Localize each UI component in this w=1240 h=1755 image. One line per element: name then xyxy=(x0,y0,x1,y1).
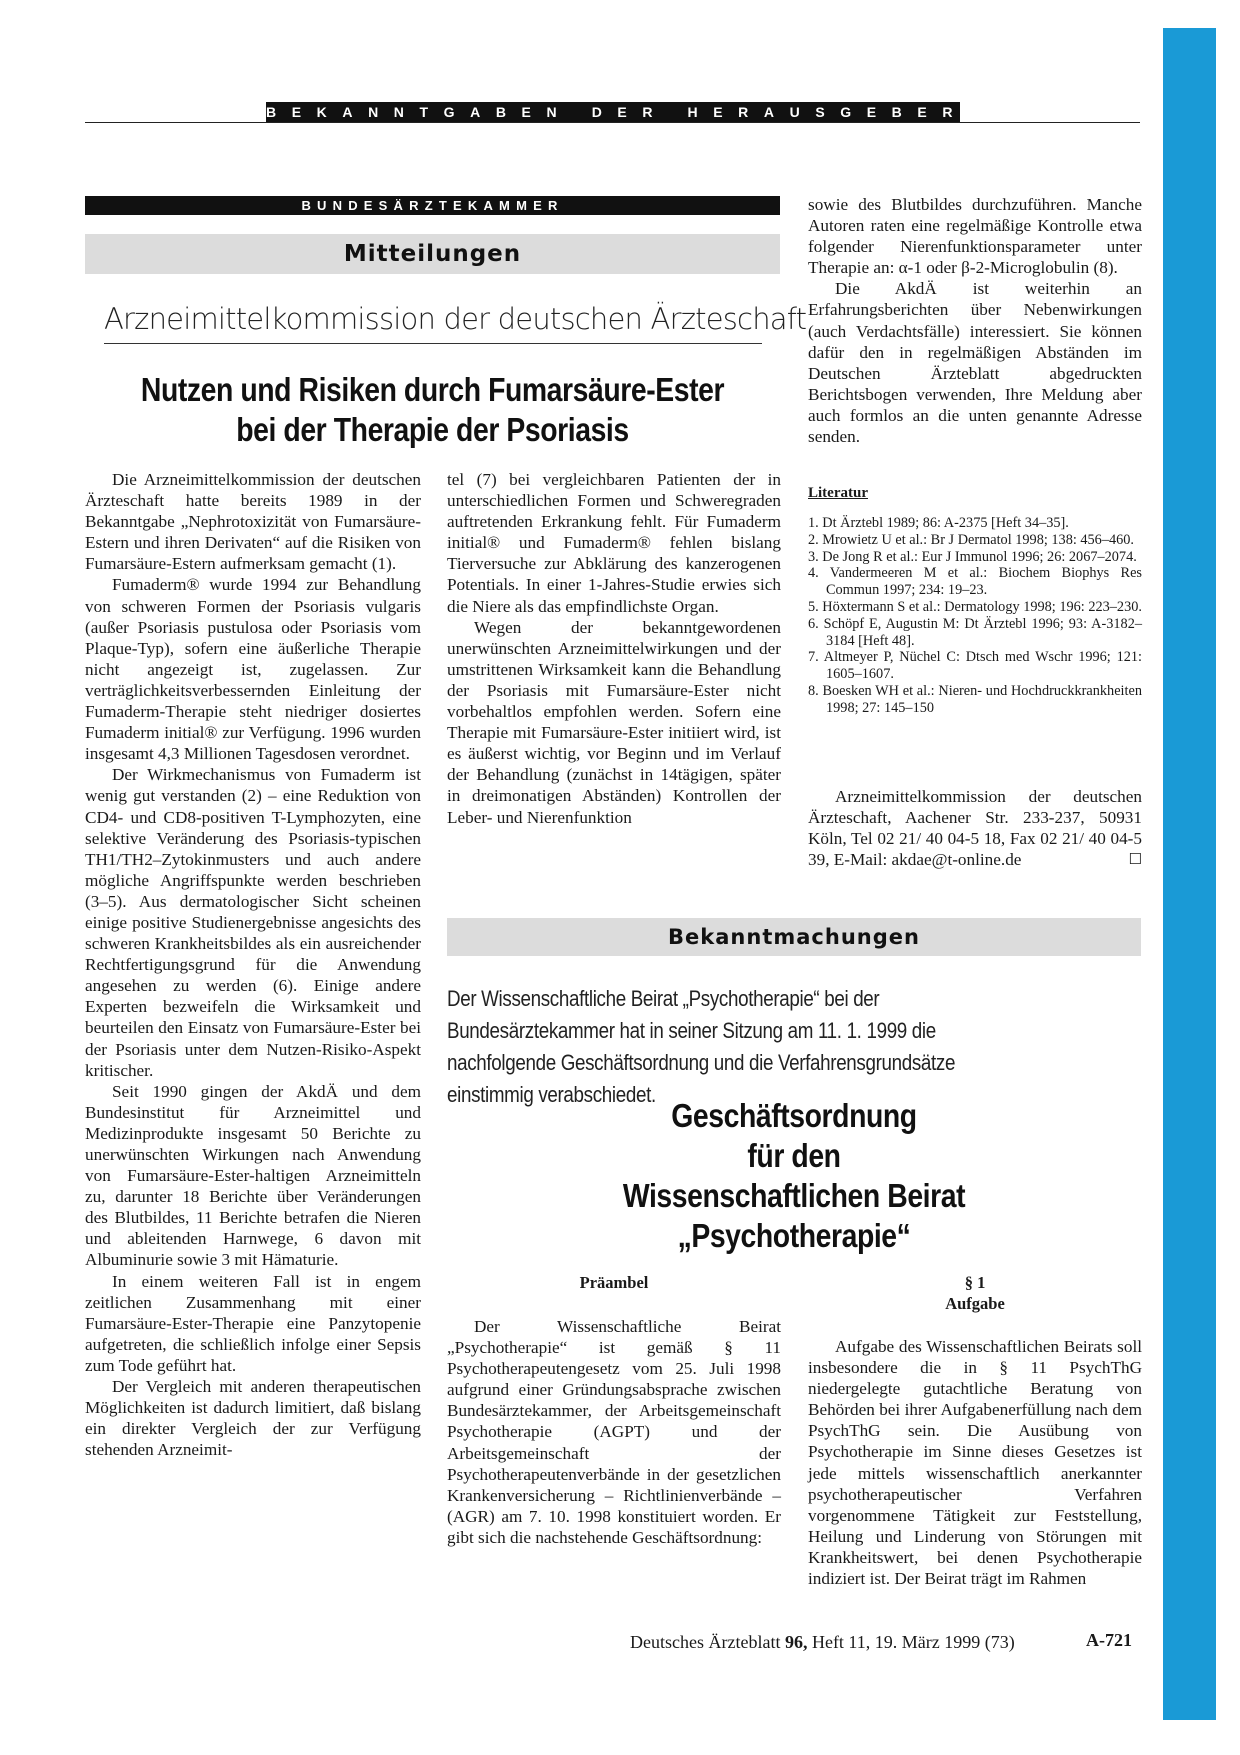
reference-list xyxy=(808,515,1142,717)
akda-heading: Arzneimittelkommission der deutschen Ärzteschaft xyxy=(104,302,807,336)
akda-rule xyxy=(104,343,762,344)
header-rule xyxy=(85,122,1140,123)
section-1-column xyxy=(808,1336,1142,1589)
article-title xyxy=(134,370,732,450)
paragraph: Aufgabe des Wissenschaftlichen Beirats soll insbesondere die in § 11 PsychThG niedergelegte gutachtliche Beratung von Behörden bei ihrer Aufgabenerfüllung nach dem PsychThG sein. Die Ausübung von Psychotherapie im Sinne dieses Gesetzes ist jede mittels wissenschaftlich anerkannter psychotherapeutischer Verfahren vorgenommene Tätigkeit zur Feststellung, Heilung und Linderung von Störungen mit Krankheitswert, bei denen Psychotherapie indiziert ist. Der Beirat trägt im Rahmen xyxy=(808,1337,1142,1589)
header-label: BEKANNTGABEN DER HERAUSGEBER xyxy=(266,104,969,120)
rules-title-line-3: Wissenschaftlichen Beirat xyxy=(622,1177,966,1214)
section-1-heading xyxy=(808,1272,1142,1314)
side-accent-bar xyxy=(1163,28,1216,1720)
preamble-heading: Präambel xyxy=(579,1273,649,1292)
preamble-column xyxy=(447,1316,781,1548)
article-column-2 xyxy=(447,469,781,828)
paragraph: sowie des Blutbildes durchzuführen. Manche Autoren raten eine regelmäßige Kontrolle etwa folgender Nierenfunktionsparameter unter Therapie an: α-1 oder β-2-Microglobulin (8). xyxy=(808,195,1142,278)
paragraph: Der Vergleich mit anderen therapeutischen Möglichkeiten ist dadurch limitiert, daß bislang ein direkter Vergleich der zur Verfügung stehenden Arzneimit- xyxy=(85,1377,421,1460)
paragraph: Fumaderm® wurde 1994 zur Behandlung von schweren Formen der Psoriasis vulgaris (außer Psoriasis pustulosa oder Psoriasis vom Plaque-Typ), sofern eine äußerliche Therapie nicht angezeigt ist, zugelassen. Zur verträglichkeitsverbessernden Einleitung der Fumaderm-Therapie steht niedriger dosiertes Fumaderm initial® zur Verfügung. 1996 wurden insgesamt 4,3 Millionen Tagesdosen verordnet. xyxy=(85,575,421,764)
section-label-bundesaerztekammer: BUNDESÄRZTEKAMMER xyxy=(85,196,780,215)
footer-citation xyxy=(630,1632,1140,1653)
rules-title xyxy=(496,1096,1093,1256)
end-mark-icon: ☐ xyxy=(1128,850,1142,869)
reference-item: 4. Vandermeeren M et al.: Biochem Biophys Res Commun 1997; 234: 19–23. xyxy=(808,565,1142,599)
reference-item: 2. Mrowietz U et al.: Br J Dermatol 1998; 138: 456–460. xyxy=(808,531,1135,548)
paragraph: Seit 1990 gingen der AkdÄ und dem Bundesinstitut für Arzneimittel und Medizinprodukte insgesamt 50 Berichte zu unerwünschten Wirkungen nach Anwendung von Fumarsäure-Ester-haltigen Arzneimitteln zu, darunter 18 Berichte über Veränderungen des Blutbildes, 11 Berichte betrafen die Nieren und ableitenden Harnwege, 6 davon mit Albuminurie sowie 3 mit Hämaturie. xyxy=(85,1081,421,1270)
reference-item: 7. Altmeyer P, Nüchel C: Dtsch med Wschr 1996; 121: 1605–1607. xyxy=(808,649,1142,683)
reference-item: 3. De Jong R et al.: Eur J Immunol 1996; 26: 2067–2074. xyxy=(808,548,1137,565)
reference-item: 5. Höxtermann S et al.: Dermatology 1998; 196: 223–230. xyxy=(808,598,1142,615)
literature-heading: Literatur xyxy=(808,485,868,501)
article-column-3 xyxy=(808,194,1142,447)
article-title-line-1: Nutzen und Risiken durch Fumarsäure-Ester xyxy=(140,371,725,408)
address-text: Arzneimittelkommission der deutschen Ärzteschaft, Aachener Str. 233-237, 50931 Köln, Tel 02 21/ 40 04-5 18, Fax 02 21/ 40 04-5 39, E-Mail: akdae@t-online.de xyxy=(808,787,1142,870)
footer-journal: Deutsches Ärzteblatt xyxy=(630,1632,781,1652)
announcement-intro: Der Wissenschaftliche Beirat „Psychotherapie“ bei der Bundesärztekammer hat in seiner Sitzung am 11. 1. 1999 die nachfolgende Geschäftsordnung und die Verfahrensgrundsätze einstimmig verabschiedet. xyxy=(447,986,956,1107)
reference-item: 8. Boesken WH et al.: Nieren- und Hochdruckkrankheiten 1998; 27: 145–150 xyxy=(808,682,1142,716)
article-title-line-2: bei der Therapie der Psoriasis xyxy=(236,411,629,448)
footer-page-number: A-721 xyxy=(1086,1630,1132,1650)
paragraph: tel (7) bei vergleichbaren Patienten der in unterschiedlichen Formen und Schweregraden auftretenden Erkrankung fehlt. Für Fumaderm initial® und Fumaderm® fehlen bislang Tierversuche zur Abklärung des kanzerogenen Potentials. In einer 1-Jahres-Studie erwies sich die Niere als das empfindlichste Organ. xyxy=(447,470,781,616)
rules-title-line-4: „Psychotherapie“ xyxy=(677,1217,911,1254)
paragraph: Die AkdÄ ist weiterhin an Erfahrungsberichten über Nebenwirkungen (auch Verdachtsfälle) interessiert. Sie können dafür den in regelmäßigen Abständen im Deutschen Ärzteblatt abgedruckten Berichtsbogen verwenden, Ihre Meldung aber auch formlos an die unten genannte Adresse senden. xyxy=(808,279,1142,447)
footer-issue: Heft 11, 19. März 1999 (73) xyxy=(811,1632,1015,1652)
paragraph: In einem weiteren Fall ist in engem zeitlichen Zusammenhang mit einer Fumarsäure-Ester-Therapie eine Panzytopenie aufgetreten, die schließlich infolge einer Sepsis zum Tode geführt hat. xyxy=(85,1271,421,1375)
section-1-number: § 1 xyxy=(964,1273,986,1292)
mitteilungen-heading: Mitteilungen xyxy=(85,234,780,274)
paragraph: Der Wissenschaftliche Beirat „Psychotherapie“ ist gemäß § 11 Psychotherapeutengesetz vom 25. Juli 1998 aufgrund einer Gründungsabsprache zwischen Bundesärztekammer, der Arbeitsgemeinschaft Psychotherapie (AGPT) und der Arbeitsgemeinschaft der Psychotherapeutenverbände in der gesetzlichen Krankenversicherung – Richtlinienverbände – (AGR) am 7. 10. 1998 konstituiert worden. Er gibt sich die nachstehende Geschäftsordnung: xyxy=(447,1317,781,1547)
contact-address xyxy=(808,786,1142,870)
paragraph: Wegen der bekanntgewordenen unerwünschten Arzneimittelwirkungen und der umstrittenen Wirksamkeit kann die Behandlung der Psoriasis mit Fumarsäure-Ester nicht vorbehaltlos empfohlen werden. Sofern eine Therapie mit Fumarsäure-Ester initiiert wird, ist es äußerst wichtig, vor Beginn und im Verlauf der Behandlung (zunächst in 14tägigen, später in dreimonatigen Abständen) Kontrollen der Leber- und Nierenfunktion xyxy=(447,617,781,827)
section-1-title: Aufgabe xyxy=(945,1294,1005,1313)
reference-item: 1. Dt Ärztebl 1989; 86: A-2375 [Heft 34–35]. xyxy=(808,515,1069,531)
article-column-1 xyxy=(85,469,421,1460)
reference-item: 6. Schöpf E, Augustin M: Dt Ärztebl 1996; 93: A-3182–3184 [Heft 48]. xyxy=(808,615,1142,649)
paragraph: Die Arzneimittelkommission der deutschen Ärzteschaft hatte bereits 1989 in der Bekanntgabe „Nephrotoxizität von Fumarsäure-Estern und ihren Derivaten“ auf die Risiken von Fumarsäure-Estern aufmerksam gemacht (1). xyxy=(85,470,421,574)
footer-volume: 96, xyxy=(784,1632,808,1652)
bekanntmachungen-heading: Bekanntmachungen xyxy=(447,918,1141,956)
rules-title-line-1: Geschäftsordnung xyxy=(671,1097,917,1134)
rules-title-line-2: für den xyxy=(747,1137,841,1174)
paragraph: Der Wirkmechanismus von Fumaderm ist wenig gut verstanden (2) – eine Reduktion von CD4- und CD8-positiven T-Lymphozyten, eine selektive Veränderung des Psoriasis-typischen TH1/TH2–Zytokinmusters und auch andere mögliche Angriffspunkte werden beschrieben (3–5). Aus dermatologischer Sicht scheinen einige positive Studienergebnisse angesichts des schweren Krankheitsbildes als ein ausreichender Rechtfertigungsgrund für die Anwendung angesehen zu werden (6). Einige andere Experten bezweifeln die Wirksamkeit und beurteilen den Einsatz von Fumarsäure-Ester bei der Psoriasis unter dem Nutzen-Risiko-Aspekt kritischer. xyxy=(85,765,421,1080)
